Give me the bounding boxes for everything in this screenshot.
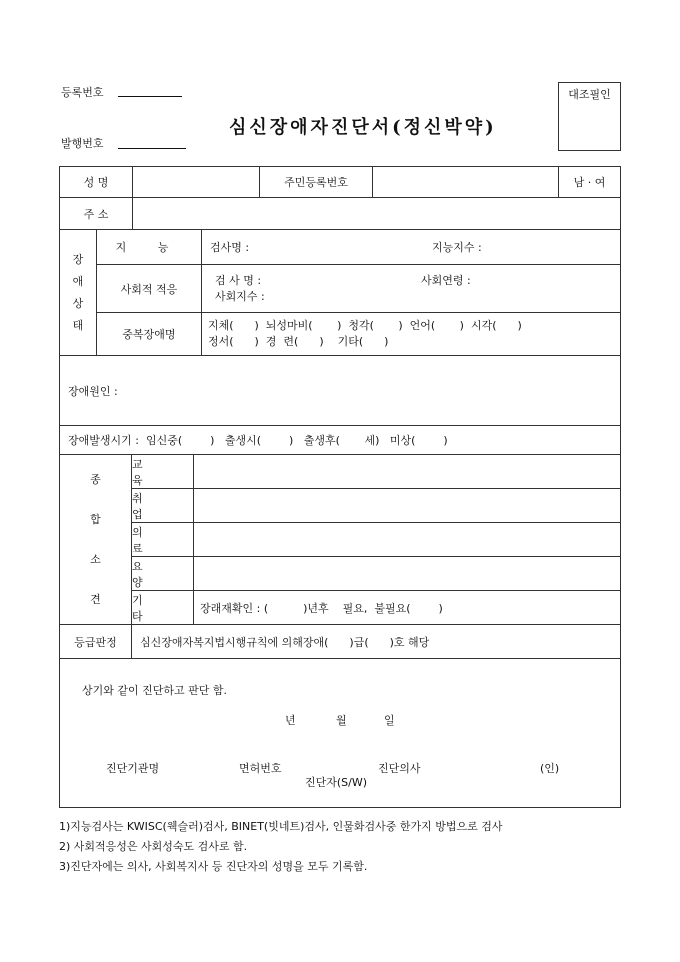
cell-text: 종 <box>90 472 101 486</box>
note-3: 3)진단자에는 의사, 사회복지사 등 진단자의 성명을 모두 기록함. <box>59 860 368 873</box>
page-title: 심신장애자진단서(정신박약) <box>229 117 497 138</box>
address-field[interactable] <box>132 197 621 230</box>
cell-text: 장애원인 : <box>68 384 118 398</box>
issue-number-label: 발행번호 <box>61 137 104 150</box>
name-label <box>59 166 133 198</box>
disability-status-label <box>59 229 97 356</box>
cell-text: 태 <box>72 318 84 332</box>
cell-text: 장래재확인 : ( )년후 필요, 불필요( ) <box>200 601 443 615</box>
name-field[interactable] <box>132 166 260 198</box>
cell-text: 남 · 여 <box>573 176 606 189</box>
month-label: 월 <box>336 714 347 727</box>
cell-text: 애 <box>72 274 84 288</box>
grade-label <box>59 624 132 659</box>
seal-box-label: 대조필인 <box>568 88 611 101</box>
seal-label: (인) <box>540 762 560 775</box>
multiple-disability-label <box>96 312 202 356</box>
opinion-field-care[interactable] <box>193 556 621 591</box>
opinion-field-education[interactable] <box>193 454 621 489</box>
registration-number-label: 등록번호 <box>61 86 104 99</box>
cell-text: 주민등록번호 <box>284 176 348 189</box>
diagnoser-label: 진단자(S/W) <box>305 776 368 789</box>
opinion-label-care <box>131 556 194 591</box>
cell-line: 사회지수 : <box>215 289 265 303</box>
rrn-field[interactable] <box>372 166 559 198</box>
intelligence-label <box>96 229 202 265</box>
social-adaptation-label <box>96 264 202 313</box>
day-label: 일 <box>384 714 395 727</box>
cell-text: 의 료 <box>132 525 157 555</box>
cell-text: 소 <box>90 552 101 566</box>
opinion-label-other <box>131 590 194 625</box>
doctor-label: 진단의사 <box>378 762 421 775</box>
cell-text: 심신장애자복지법시행규칙에 의해장애( )급( )호 해당 <box>140 635 430 649</box>
overall-opinion-label <box>59 454 132 625</box>
cell-text: 주 소 <box>83 207 109 221</box>
opinion-field-other[interactable] <box>193 590 621 625</box>
sex-selector[interactable] <box>558 166 621 198</box>
note-2: 2) 사회적응성은 사회성숙도 검사로 함. <box>59 840 248 853</box>
institution-label: 진단기관명 <box>106 762 160 775</box>
note-1: 1)지능검사는 KWISC(웩슬러)검사, BINET(빗네트)검사, 인물화검사중 한가지 방법으로 검사 <box>59 820 503 833</box>
cell-text: 요 양 <box>132 559 157 589</box>
cell-text: 사회적 적응 <box>120 282 178 296</box>
year-label: 년 <box>285 714 296 727</box>
intelligence-field[interactable] <box>201 229 621 265</box>
cell-text: 검 사 명 : <box>215 273 262 287</box>
disability-onset-field[interactable] <box>59 425 621 455</box>
cell-text: 상 <box>72 296 84 310</box>
opinion-label-education <box>131 454 194 489</box>
multiple-disability-field[interactable] <box>201 312 621 356</box>
social-adaptation-field[interactable] <box>201 264 621 313</box>
rrn-label <box>259 166 373 198</box>
opinion-field-medical[interactable] <box>193 522 621 557</box>
opinion-label-medical <box>131 522 194 557</box>
issue-number-field[interactable] <box>118 148 186 149</box>
registration-number-field[interactable] <box>118 96 182 97</box>
cell-text: 기 타 <box>132 593 157 623</box>
cell-line: 지체( ) 뇌성마비( ) 청각( ) 언어( ) 시각( ) <box>208 319 522 332</box>
cell-line: 정서( ) 경 련( ) 기타( ) <box>208 335 389 348</box>
cell-text: 견 <box>90 592 101 606</box>
grade-field[interactable] <box>131 624 621 659</box>
statement-text: 상기와 같이 진단하고 판단 함. <box>82 684 227 697</box>
cell-text: 합 <box>90 512 101 526</box>
seal-box <box>558 82 621 151</box>
cell-text: 사회연령 : <box>421 273 471 287</box>
cell-text: 지능지수 : <box>432 241 482 254</box>
cell-text: 중복장애명 <box>122 328 176 341</box>
cell-text: 교 육 <box>132 457 157 487</box>
cell-text: 등급판정 <box>74 635 117 649</box>
opinion-field-employment[interactable] <box>193 488 621 523</box>
cell-text: 검사명 : <box>210 241 250 254</box>
address-label <box>59 197 133 230</box>
license-label: 면허번호 <box>239 762 282 775</box>
cell-text: 장애발생시기 : 임신중( ) 출생시( ) 출생후( 세) 미상( ) <box>68 434 448 447</box>
opinion-label-employment <box>131 488 194 523</box>
cell-text: 지 능 <box>115 241 183 254</box>
cell-text: 취 업 <box>132 491 157 521</box>
cell-text: 성 명 <box>83 176 109 189</box>
cell-line <box>210 273 471 289</box>
cell-text: 장 <box>72 252 84 266</box>
disability-cause-field[interactable] <box>59 355 621 426</box>
